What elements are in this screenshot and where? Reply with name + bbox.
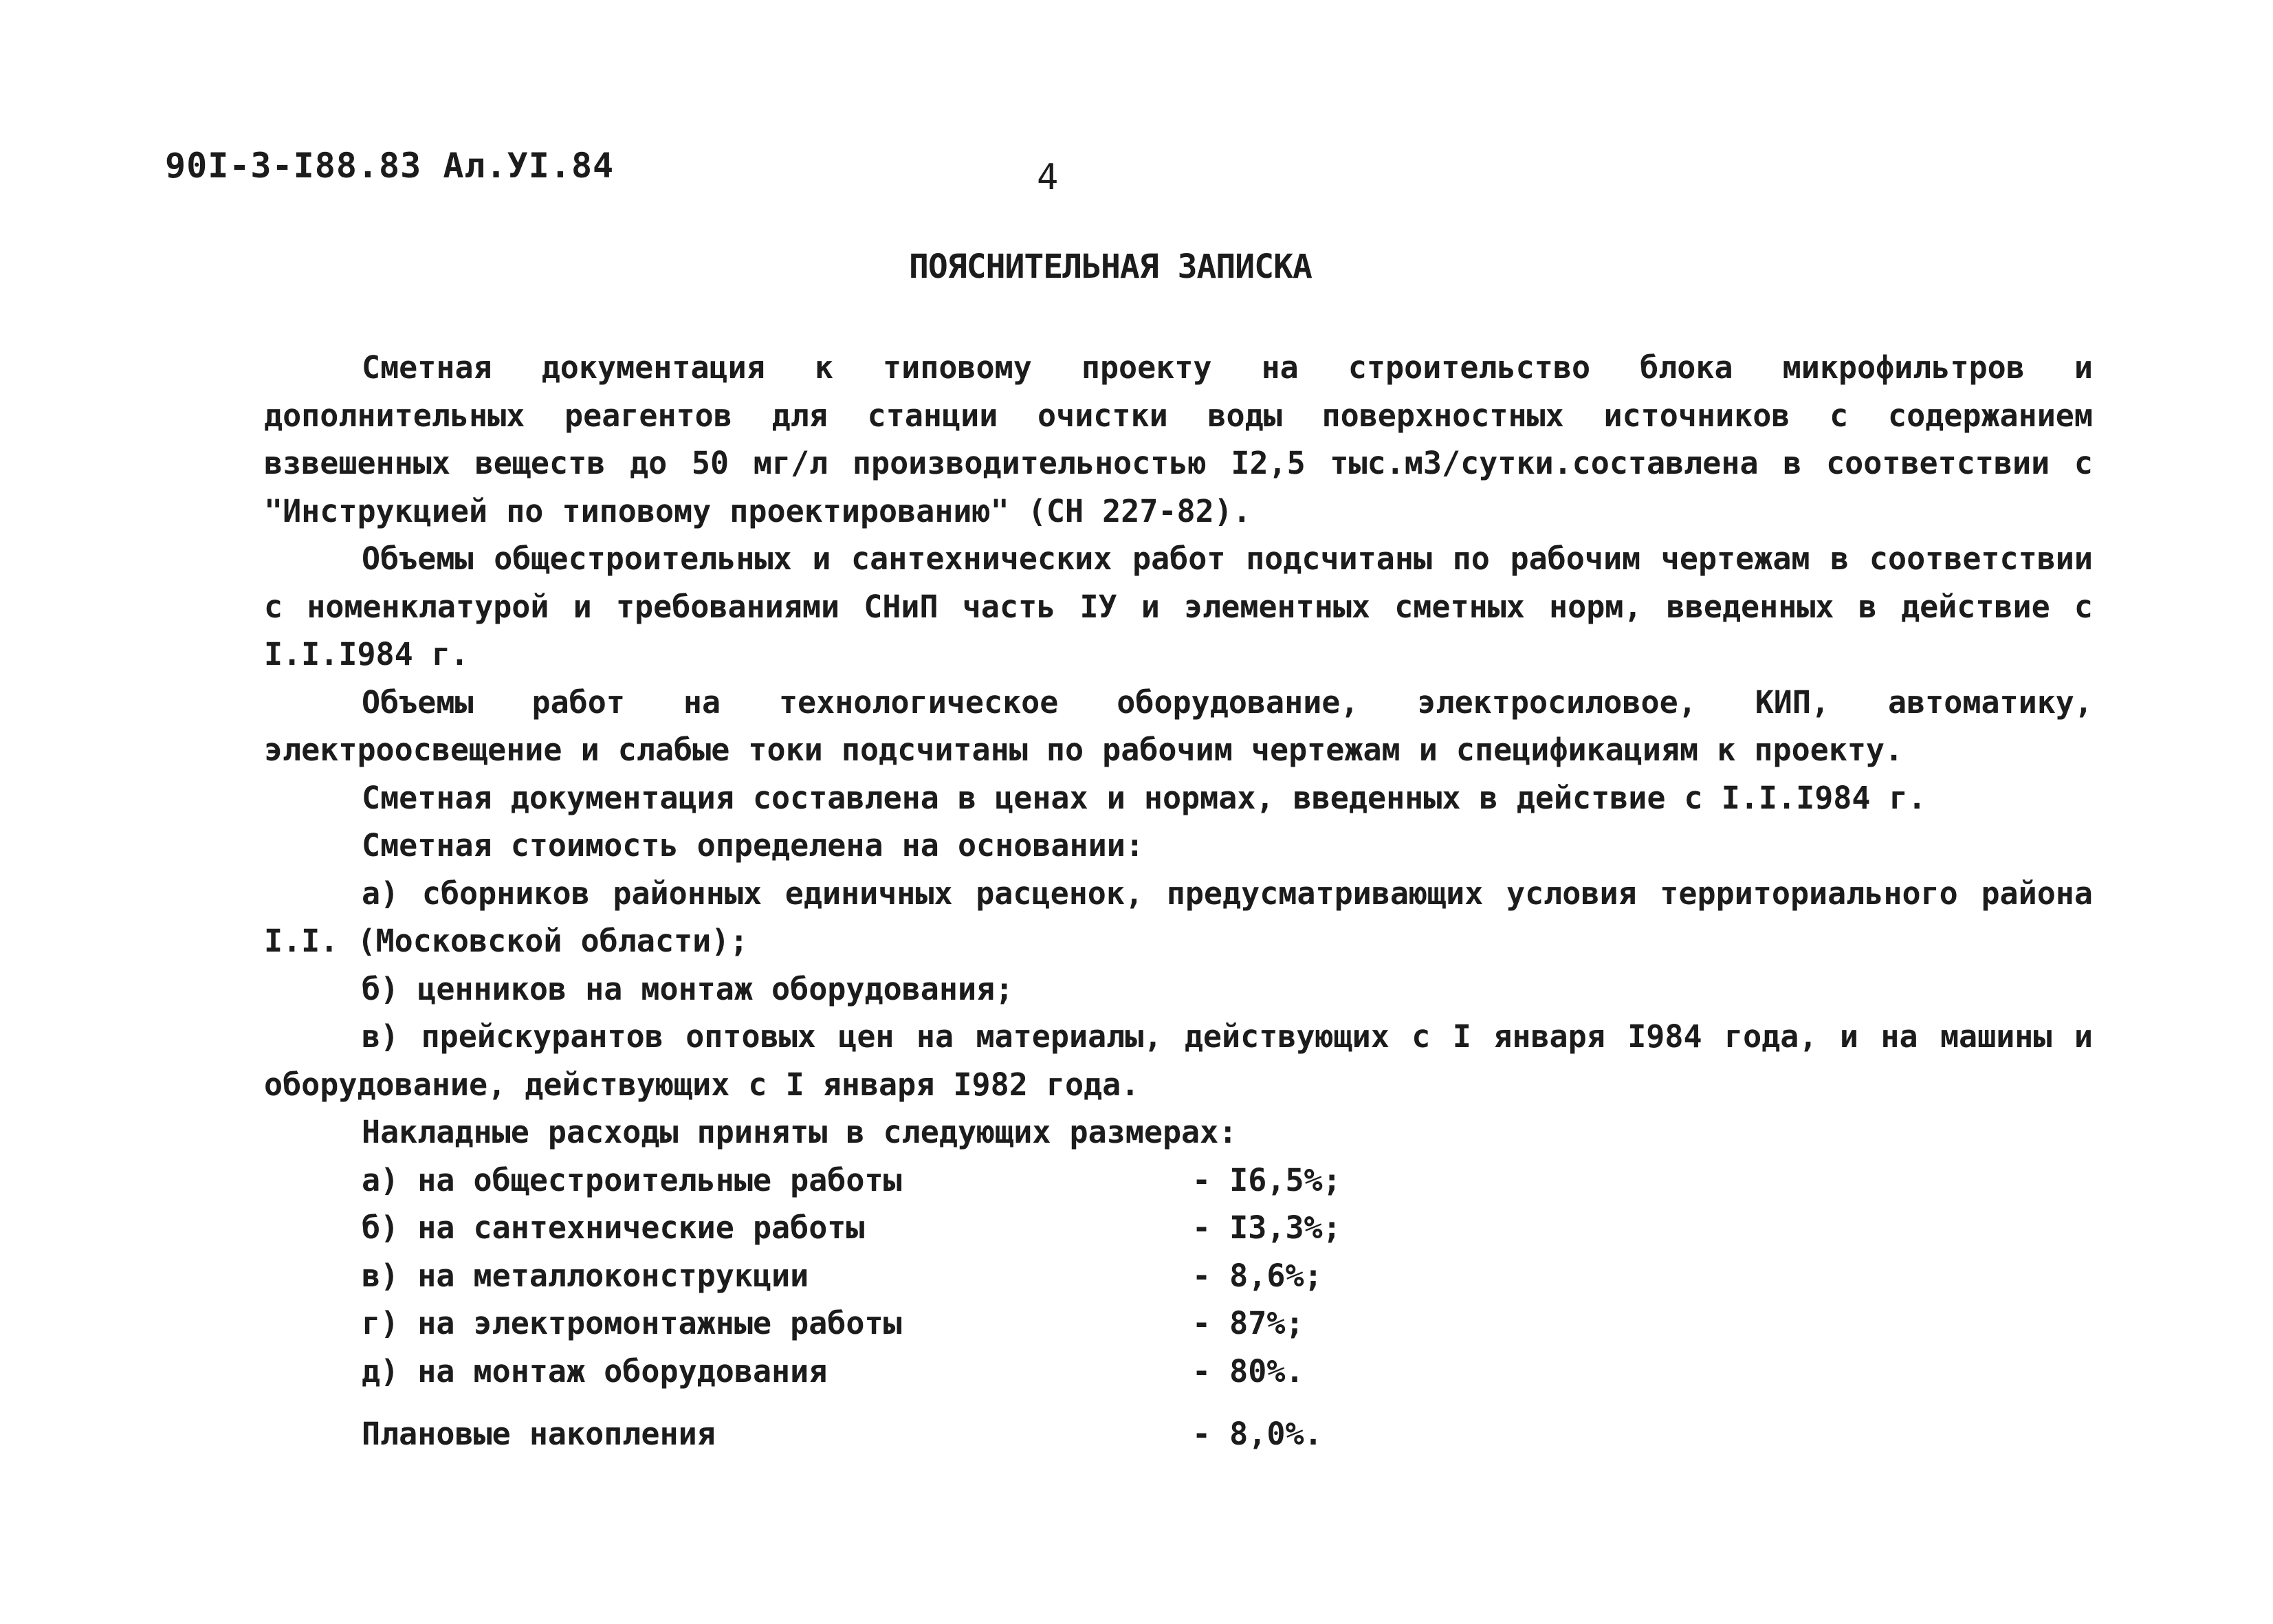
overhead-row bbox=[264, 1156, 2093, 1205]
overhead-value: - 80%. bbox=[1192, 1352, 1304, 1390]
overhead-row bbox=[264, 1299, 2093, 1348]
overhead-row bbox=[264, 1204, 2093, 1252]
overhead-value: - I3,3%; bbox=[1192, 1209, 1341, 1246]
overhead-label: б) на сантехнические работы bbox=[362, 1209, 865, 1246]
paragraph-item-v: в) прейскурантов оптовых цен на материалы, действующих с I января I984 года, и на машины и оборудование, действующих с I января I982 года. bbox=[264, 1018, 2093, 1103]
paragraph-cost-basis: Сметная стоимость определена на основании: bbox=[362, 827, 1144, 864]
planned-accumulation-value: - 8,0%. bbox=[1192, 1416, 1323, 1452]
paragraph-item-a: а) сборников районных единичных расценок, предусматривающих условия территориального района I.I. (Московской области); bbox=[264, 875, 2093, 959]
overhead-label: г) на электромонтажные работы bbox=[362, 1305, 902, 1341]
overhead-value: - 8,6%; bbox=[1192, 1257, 1323, 1294]
overhead-label: д) на монтаж оборудования bbox=[362, 1352, 828, 1390]
overhead-row bbox=[264, 1348, 2093, 1396]
overhead-value: - 87%; bbox=[1192, 1305, 1304, 1341]
page-number: 4 bbox=[1037, 157, 1059, 198]
overheads-list bbox=[264, 1156, 2093, 1396]
overhead-value: - I6,5%; bbox=[1192, 1161, 1341, 1198]
paragraph-intro: Сметная документация к типовому проекту на строительство блока микрофильтров и дополнительных реагентов для станции очистки воды поверхностных источников с содержанием взвешенных веществ до 50 мг/л производительностью I2,5 тыс.м3/сутки.составлена в соответствии с "Инструкцией по типовому проектированию" (СН 227-82). bbox=[264, 349, 2093, 529]
planned-accumulation-label: Плановые накопления bbox=[362, 1416, 716, 1452]
paragraph-volumes-construction: Объемы общестроительных и сантехнических работ подсчитаны по рабочим чертежам в соответствии с номенклатурой и требованиями СНиП часть IУ и элементных сметных норм, введенных в действие с I.I.I984 г. bbox=[264, 540, 2093, 672]
overhead-label: в) на металлоконструкции bbox=[362, 1257, 809, 1294]
overhead-row bbox=[264, 1252, 2093, 1300]
paragraph-overheads-intro: Накладные расходы приняты в следующих размерах: bbox=[362, 1114, 1238, 1150]
document-code: 90I-3-I88.83 Ал.УI.84 bbox=[165, 146, 615, 186]
paragraph-volumes-equipment: Объемы работ на технологическое оборудование, электросиловое, КИП, автоматику, электроосвещение и слабые токи подсчитаны по рабочим чертежам и спецификациям к проекту. bbox=[264, 683, 2093, 768]
paragraph-item-b: б) ценников на монтаж оборудования; bbox=[362, 970, 1014, 1007]
page-title: ПОЯСНИТЕЛЬНАЯ ЗАПИСКА bbox=[909, 248, 1312, 286]
explanatory-note-body bbox=[264, 344, 2093, 1458]
planned-accumulation-row bbox=[264, 1410, 2093, 1458]
paragraph-prices: Сметная документация составлена в ценах и нормах, введенных в действие с I.I.I984 г. bbox=[362, 779, 1926, 816]
overhead-label: а) на общестроительные работы bbox=[362, 1161, 902, 1198]
